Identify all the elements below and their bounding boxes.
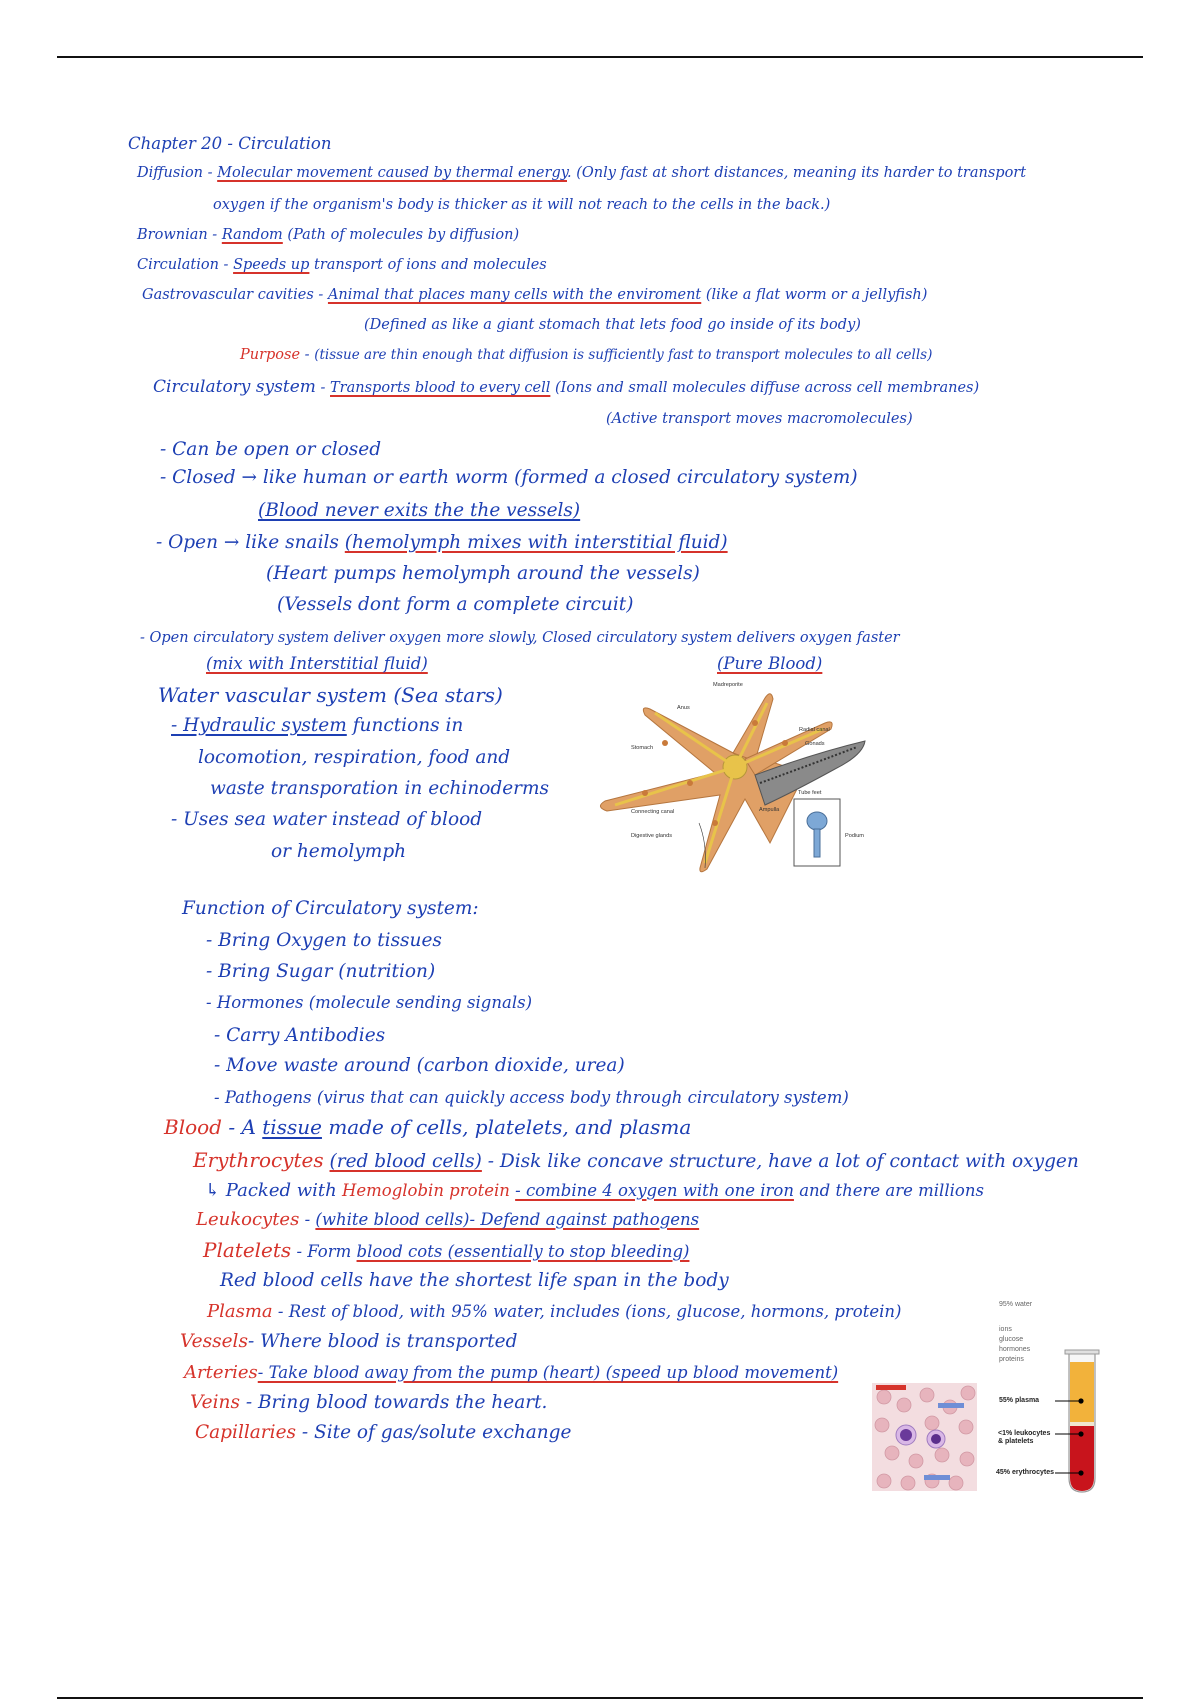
plasma-pct: 55% plasma — [999, 1397, 1040, 1404]
open-line-c: (Heart pumps hemolymph around the vessels) — [266, 563, 700, 584]
circulation-term: Circulation — [137, 257, 219, 273]
erythrocytes-term: Erythrocytes — [193, 1148, 324, 1172]
capillaries-line — [195, 1424, 571, 1443]
blood-smear-figure — [872, 1383, 977, 1491]
blood-term: Blood — [164, 1115, 222, 1139]
circsys-note-b: (Active transport moves macromolecules) — [606, 411, 913, 427]
label-gonads: Gonads — [805, 741, 825, 747]
function-item-3: - Hormones (molecule sending signals) — [206, 993, 533, 1012]
open-b: (hemolymph mixes with interstitial fluid) — [344, 532, 728, 553]
water-vascular-b1b: functions in — [352, 715, 464, 736]
packed-text: ↳ Packed with — [205, 1180, 337, 1201]
gastro-line-1: Gastrovascular cavities - Animal that places many cells with the enviroment (like a flat worm or a jellyfish) — [142, 287, 928, 303]
erythrocytes-line — [193, 1150, 1079, 1172]
arteries-line — [184, 1364, 838, 1382]
hemoglobin-text: Hemoglobin protein — [341, 1181, 510, 1200]
wbc-desc: - Defend against pathogens — [469, 1210, 700, 1229]
plasma-water: 95% water — [999, 1301, 1033, 1308]
millions-text: and there are millions — [799, 1181, 984, 1200]
blood-smear-svg — [872, 1383, 977, 1491]
plasma-ions: ions — [999, 1326, 1012, 1333]
water-vascular-b1d: waste transporation in echinoderms — [210, 778, 550, 799]
top-rule — [57, 56, 1143, 58]
open-line-d: (Vessels dont form a complete circuit) — [277, 594, 634, 615]
diffusion-line-1: Diffusion - Molecular movement caused by thermal energy. (Only fast at short distances, meaning its harder to transport — [137, 165, 1027, 181]
blood-line — [164, 1117, 691, 1137]
diffusion-definition: Molecular movement caused by thermal energy — [217, 165, 567, 181]
circulation-key: Speeds up — [233, 257, 310, 273]
compare-line: - Open circulatory system deliver oxygen more slowly, Closed circulatory system delivers oxygen faster — [140, 630, 900, 646]
plasma-glucose: glucose — [999, 1336, 1024, 1343]
brownian-term: Brownian — [137, 227, 208, 243]
arteries-desc: - Take blood away from the pump (heart) (speed up blood movement) — [257, 1363, 839, 1382]
diffusion-note-a: . (Only fast at short distances, meaning its harder to transport — [567, 165, 1027, 181]
rbc-desc: - Disk like concave structure, have a lot of contact with oxygen — [487, 1151, 1079, 1172]
rbc-life: Red blood cells have the shortest life span in the body — [220, 1270, 729, 1291]
brownian-key: Random — [221, 227, 283, 243]
clots-text: blood cots (essentially to stop bleeding) — [356, 1242, 690, 1261]
label-connecting-canal: Connecting canal — [631, 809, 675, 815]
function-item-2: - Bring Sugar (nutrition) — [206, 961, 436, 982]
closed-line-a: - Closed → like human or earth worm (formed a closed circulatory system) — [160, 467, 858, 488]
closed-line-b: (Blood never exits the the vessels) — [258, 500, 581, 521]
label-stomach: Stomach — [631, 745, 654, 751]
plasma-term: Plasma — [207, 1301, 273, 1322]
circulation-line: Circulation - Speeds up transport of ions and molecules — [137, 257, 547, 273]
vessels-term: Vessels — [180, 1331, 248, 1352]
function-item-1: - Bring Oxygen to tissues — [206, 930, 442, 951]
brownian-line: Brownian - Random (Path of molecules by diffusion) — [137, 227, 520, 243]
diffusion-term: Diffusion — [137, 165, 204, 181]
open-a: - Open → like snails — [156, 532, 339, 553]
gastro-example: (like a flat worm or a jellyfish) — [705, 287, 928, 303]
seastar-figure — [595, 683, 875, 873]
platelets-line — [203, 1240, 689, 1261]
gastro-term: Gastrovascular cavities — [142, 287, 314, 303]
hydraulic-system: - Hydraulic system — [171, 715, 347, 736]
closed-note: (Pure Blood) — [717, 654, 823, 673]
function-item-4: - Carry Antibodies — [214, 1025, 386, 1046]
page-title: Chapter 20 - Circulation — [128, 134, 332, 153]
circsys-definition: Transports blood to every cell — [330, 380, 551, 396]
bottom-rule — [57, 1697, 1143, 1699]
plasma-hormones: hormones — [999, 1346, 1031, 1353]
gastro-defined-as: (Defined as like a giant stomach that lets food go inside of its body) — [364, 317, 861, 333]
functions-title: Function of Circulatory system: — [182, 898, 479, 919]
circsys-note-a: (Ions and small molecules diffuse across cell membranes) — [554, 380, 980, 396]
seastar-svg — [595, 683, 875, 873]
open-note: (mix with Interstitial fluid) — [206, 654, 428, 673]
water-vascular-b1 — [171, 717, 463, 736]
veins-term: Veins — [190, 1392, 240, 1413]
vessels-desc: - Where blood is transported — [247, 1331, 518, 1352]
water-vascular-title: Water vascular system (Sea stars) — [158, 683, 503, 707]
plasma-proteins: proteins — [999, 1356, 1024, 1363]
combine-text: - combine 4 oxygen with one iron — [515, 1181, 794, 1200]
platelets-term: Platelets — [203, 1238, 292, 1262]
function-item-5: - Move waste around (carbon dioxide, urea) — [214, 1055, 625, 1076]
test-tube-figure — [995, 1300, 1110, 1498]
diffusion-note-b: oxygen if the organism's body is thicker as it will not reach to the cells in the back.) — [213, 197, 831, 213]
plasma-desc: - Rest of blood, with 95% water, includes (ions, glucose, hormons, protein) — [277, 1302, 902, 1321]
water-vascular-b2a: - Uses sea water instead of blood — [171, 809, 483, 830]
label-digestive-glands: Digestive glands — [631, 833, 673, 839]
leukocytes-line: Leukocytes - (white blood cells)- Defend against pathogens — [196, 1209, 700, 1230]
brownian-rest: (Path of molecules by diffusion) — [287, 227, 520, 243]
gastro-purpose-label: Purpose — [240, 347, 301, 363]
vessels-line — [180, 1333, 517, 1352]
veins-line — [190, 1394, 547, 1413]
circsys-line-1: Circulatory system - Transports blood to every cell (Ions and small molecules diffuse across cell membranes) — [153, 377, 980, 397]
function-item-6: - Pathogens (virus that can quickly access body through circulatory system) — [214, 1088, 849, 1107]
plasma-line — [207, 1303, 901, 1321]
leuko-pct: <1% leukocytes & platelets — [998, 1430, 1051, 1446]
leukocytes-term: Leukocytes — [196, 1209, 300, 1230]
rbc-label: (red blood cells) — [329, 1151, 482, 1172]
open-closed-line: - Can be open or closed — [160, 439, 382, 460]
blood-tissue: tissue — [262, 1115, 322, 1139]
packed-line — [205, 1182, 984, 1200]
label-radial-canal: Radial canal — [799, 727, 830, 733]
platelets-form: - Form — [296, 1242, 352, 1261]
veins-desc: - Bring blood towards the heart. — [245, 1392, 548, 1413]
gastro-purpose-line: Purpose - (tissue are thin enough that diffusion is sufficiently fast to transport molecules to all cells) — [240, 347, 933, 363]
label-madreporite: Madreporite — [713, 682, 743, 688]
wbc-label: (white blood cells) — [315, 1210, 470, 1229]
label-tube-feet: Tube feet — [798, 790, 822, 796]
label-anus: Anus — [677, 705, 690, 711]
arteries-term: Arteries — [184, 1362, 258, 1383]
open-line-a — [156, 534, 728, 553]
water-vascular-b2b: or hemolymph — [271, 841, 407, 862]
gastro-definition: Animal that places many cells with the enviroment — [327, 287, 702, 303]
circulation-rest: transport of ions and molecules — [314, 257, 547, 273]
ery-pct: 45% erythrocytes — [996, 1469, 1054, 1476]
label-ampulla: Ampulla — [759, 807, 780, 813]
circsys-term: Circulatory system — [153, 377, 316, 397]
blood-rest: made of cells, platelets, and plasma — [328, 1115, 692, 1139]
blood-dash: - A — [228, 1115, 256, 1139]
water-vascular-b1c: locomotion, respiration, food and — [198, 747, 511, 768]
capillaries-term: Capillaries — [195, 1422, 297, 1443]
gastro-purpose: (tissue are thin enough that diffusion is sufficiently fast to transport molecules to all cells) — [314, 347, 933, 363]
label-podium: Podium — [845, 833, 864, 839]
capillaries-desc: - Site of gas/solute exchange — [301, 1422, 572, 1443]
